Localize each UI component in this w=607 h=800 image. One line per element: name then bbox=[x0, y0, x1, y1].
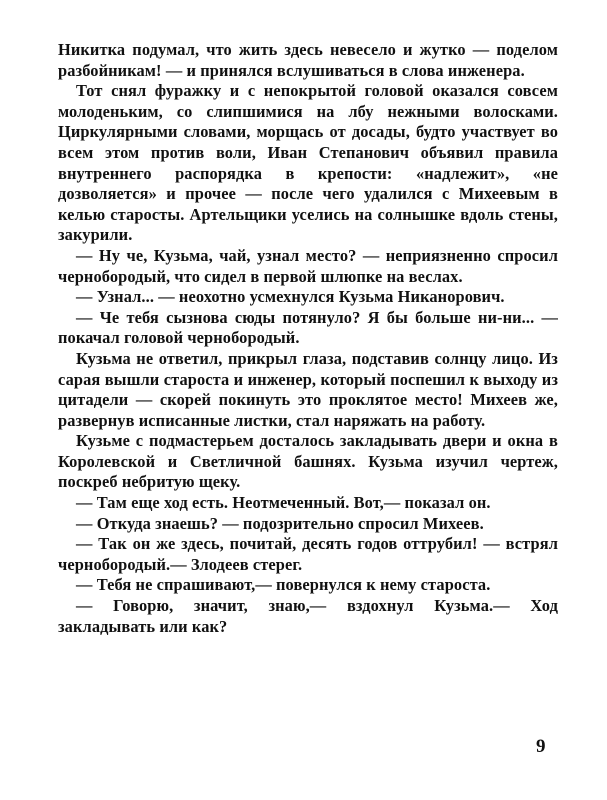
paragraph-1: Никитка подумал, что жить здесь невесело и жутко — поделом разбойникам! — и принялся вслушиваться в слова инженера. bbox=[58, 40, 558, 80]
paragraph-8: — Там еще ход есть. Неотмеченный. Вот,— показал он. bbox=[76, 493, 491, 513]
paragraph-6: Кузьма не ответил, прикрыл глаза, подставив солнцу лицо. Из сарая вышли староста и инженер, который поспешил к выходу из цитадели — скорей покинуть это проклятое место! Михеев же, развернув исписанные листки, стал наряжать на работу. bbox=[58, 348, 558, 430]
paragraph-3: — Ну че, Кузьма, чай, узнал место? — неприязненно спросил чернобородый, что сидел в первой шлюпке на веслах. bbox=[58, 245, 558, 286]
book-page bbox=[58, 40, 558, 637]
page-number: 9 bbox=[536, 736, 546, 757]
paragraph-11: — Тебя не спрашивают,— повернулся к нему староста. bbox=[76, 575, 491, 595]
paragraph-9: — Откуда знаешь? — подозрительно спросил Михеев. bbox=[76, 513, 484, 533]
paragraph-10: — Так он же здесь, почитай, десять годов оттрубил! — встрял чернобородый.— Злодеев стерег. bbox=[58, 534, 558, 574]
paragraph-7: Кузьме с подмастерьем досталось закладывать двери и окна в Королевской и Светличной башнях. Кузьма изучил чертеж, поскреб небритую щеку. bbox=[58, 431, 558, 492]
paragraph-5: — Че тебя сызнова сюды потянуло? Я бы больше ни-ни... — покачал головой чернобородый. bbox=[58, 307, 558, 348]
paragraph-12: — Говорю, значит, знаю,— вздохнул Кузьма.— Ход закладывать или как? bbox=[58, 596, 558, 636]
paragraph-4: — Узнал... — неохотно усмехнулся Кузьма Никанорович. bbox=[76, 287, 505, 307]
paragraph-2: Тот снял фуражку и с непокрытой головой оказался совсем молоденьким, со слипшимися на лбу нежными волосками. Циркулярными словами, морщась от досады, будто участвует во всем этом против воли, Иван Степанович объявил правила внутреннего распорядка в крепости: «надлежит», «не дозволяется» и прочее — после чего удалился с Михеевым в келью старосты. Артельщики уселись на солнышке вдоль стены, закурили. bbox=[58, 81, 558, 245]
